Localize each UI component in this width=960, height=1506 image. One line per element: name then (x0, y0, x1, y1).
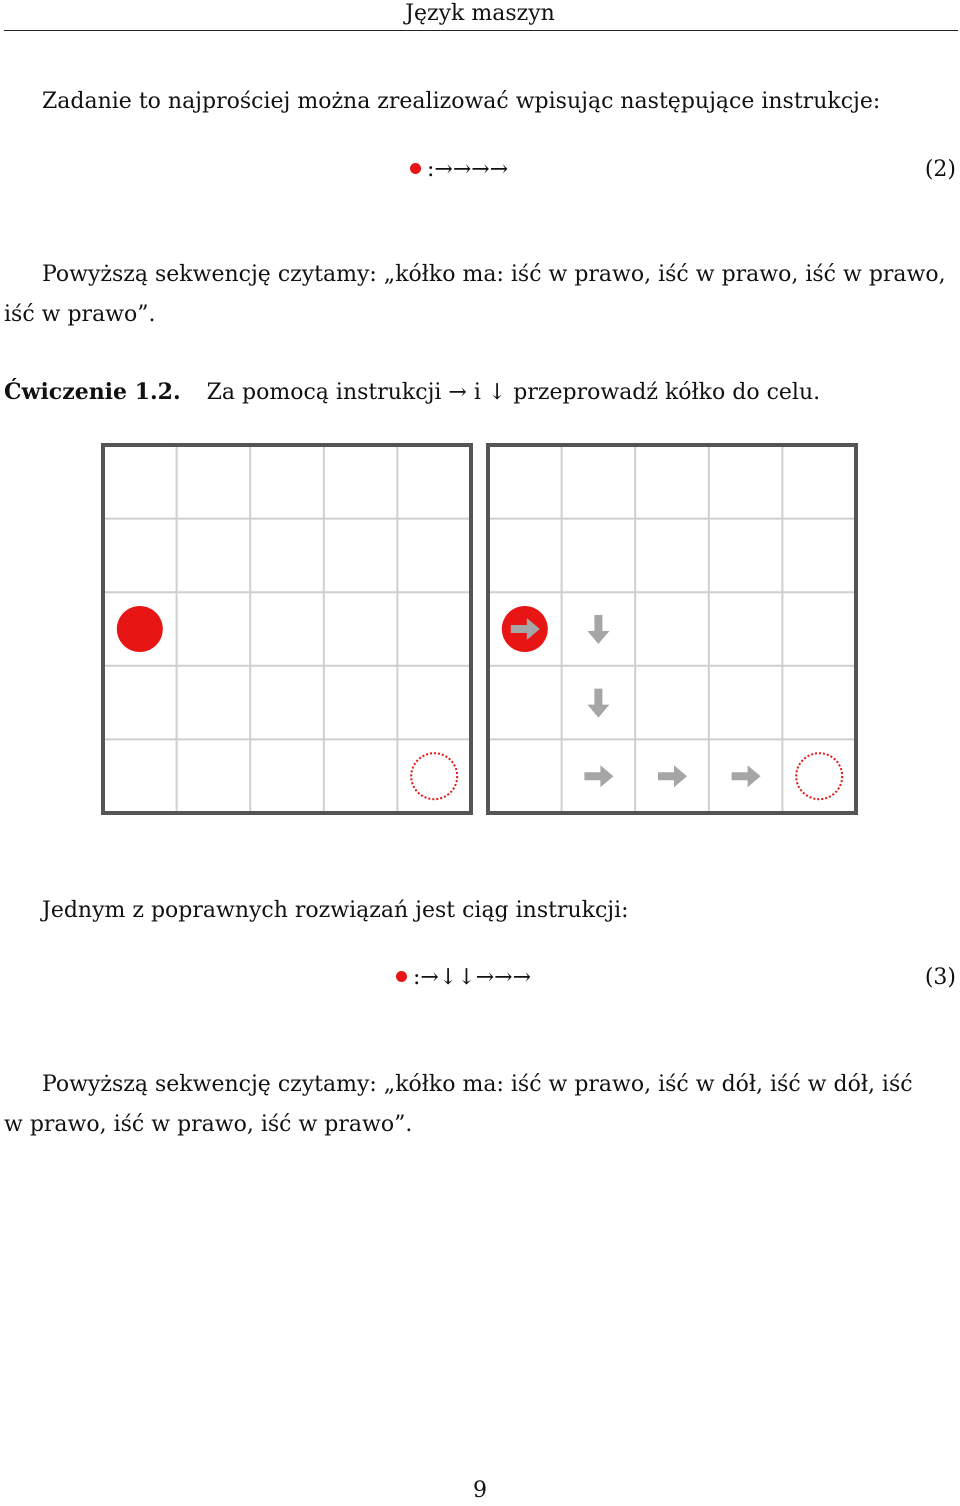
reading-2-line-1: Powyższą sekwencję czytamy: „kółko ma: iść w prawo, iść w dół, iść w dół, iść (42, 1072, 913, 1097)
arrow-right-icon (584, 765, 613, 787)
left-grid-board (101, 443, 473, 815)
reading-1-line-1: Powyższą sekwencję czytamy: „kółko ma: iść w prawo, iść w prawo, iść w prawo, (42, 262, 946, 287)
target-circle (796, 753, 842, 799)
arrow-down-icon (587, 615, 609, 644)
formula-2 (410, 155, 508, 185)
formula-3-sequence: :→↓↓→→→ (413, 965, 532, 990)
right-grid-board (486, 443, 858, 815)
equation-number-2: (2) (924, 157, 956, 182)
reading-1-line-2: iść w prawo”. (4, 302, 156, 327)
red-dot-icon (410, 163, 421, 174)
intro-paragraph: Zadanie to najprościej można zrealizować wpisując następujące instrukcje: (42, 89, 881, 114)
page-number: 9 (473, 1478, 487, 1503)
red-ball (117, 606, 163, 652)
red-dot-icon (396, 971, 407, 982)
arrow-right-icon (732, 765, 761, 787)
exercise-heading (4, 372, 820, 413)
formula-2-sequence: :→→→→ (427, 157, 509, 182)
exercise-label: Ćwiczenie 1.2. (4, 379, 181, 405)
header-rule (4, 30, 958, 31)
running-header: Język maszyn (405, 1, 555, 26)
equation-number-3: (3) (924, 965, 956, 990)
formula-3 (396, 963, 531, 993)
reading-2-line-2: w prawo, iść w prawo, iść w prawo”. (4, 1112, 413, 1137)
target-circle (411, 753, 457, 799)
solution-paragraph: Jednym z poprawnych rozwiązań jest ciąg instrukcji: (42, 898, 629, 923)
arrow-right-icon (658, 765, 687, 787)
exercise-text: Za pomocą instrukcji → i ↓ przeprowadź kółko do celu. (206, 380, 821, 405)
arrow-down-icon (587, 689, 609, 718)
